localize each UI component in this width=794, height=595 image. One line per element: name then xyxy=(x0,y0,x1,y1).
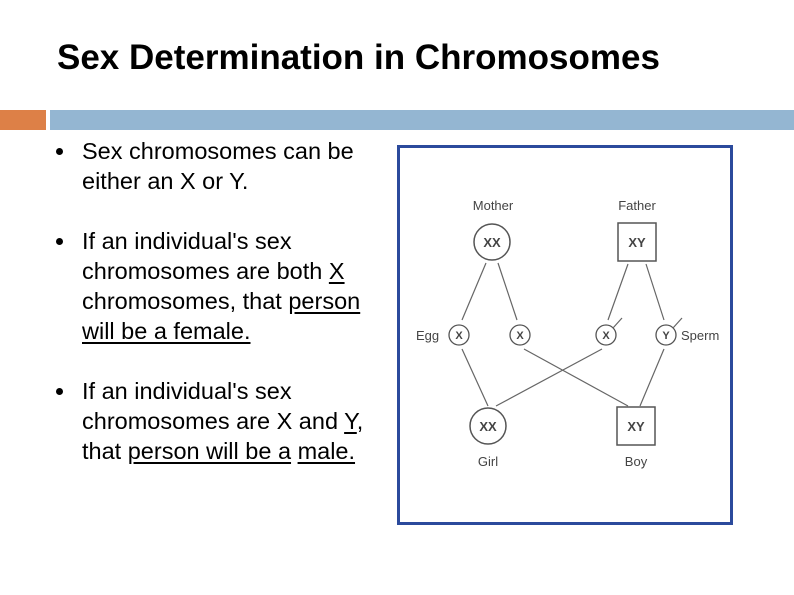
line-sperm2-boy xyxy=(640,349,664,406)
girl-label: Girl xyxy=(477,454,499,469)
inheritance-diagram xyxy=(397,145,733,525)
boy-label: Boy xyxy=(624,454,648,469)
girl-genotype: XX xyxy=(479,419,497,434)
underlined-text: person will be a female. xyxy=(82,288,361,344)
line-sperm1-girl xyxy=(496,349,602,406)
bullet-dot-icon xyxy=(56,238,63,245)
bullet-text: Sex chromosomes can be either an X or Y. xyxy=(82,138,354,194)
inheritance-diagram-svg xyxy=(400,148,730,522)
mother-genotype: XX xyxy=(483,235,501,250)
underlined-text: X xyxy=(328,258,345,284)
father-genotype: XY xyxy=(628,235,646,250)
sperm-label: Sperm xyxy=(681,328,720,343)
underlined-text: Y xyxy=(344,408,357,434)
accent-bar-left xyxy=(0,110,46,130)
line-mother-egg2 xyxy=(498,263,517,320)
bullet-dot-icon xyxy=(56,148,63,155)
bullet-text: , that xyxy=(82,408,364,464)
bullet-item-1 xyxy=(52,136,392,196)
mother-label: Mother xyxy=(472,198,514,213)
bullet-dot-icon xyxy=(56,388,63,395)
underlined-text: person will be a xyxy=(127,438,292,464)
line-egg2-boy xyxy=(524,349,628,406)
father-label: Father xyxy=(618,198,656,213)
bullet-item-2 xyxy=(52,226,392,346)
bullet-item-3 xyxy=(52,376,392,466)
bullet-text: chromosomes, that xyxy=(82,288,289,314)
sperm-2-label: Y xyxy=(662,330,670,342)
bullet-text: If an individual's sex chromosomes are X and xyxy=(82,378,345,434)
slide-title: Sex Determination in Chromosomes xyxy=(57,38,660,77)
sperm-1-label: X xyxy=(602,330,610,342)
bullet-text: If an individual's sex chromosomes are both xyxy=(82,228,329,284)
line-father-sperm2 xyxy=(646,264,664,320)
egg-2-label: X xyxy=(516,330,524,342)
boy-genotype: XY xyxy=(627,419,645,434)
egg-label: Egg xyxy=(416,328,440,343)
sperm-2-tail xyxy=(673,318,682,328)
sperm-1-tail xyxy=(613,318,622,328)
underlined-text: male. xyxy=(297,438,356,464)
bullet-list xyxy=(52,136,392,496)
line-egg1-girl xyxy=(462,349,488,406)
accent-bar-right xyxy=(50,110,794,130)
egg-1-label: X xyxy=(455,330,463,342)
line-father-sperm1 xyxy=(608,264,628,320)
line-mother-egg1 xyxy=(462,263,486,320)
